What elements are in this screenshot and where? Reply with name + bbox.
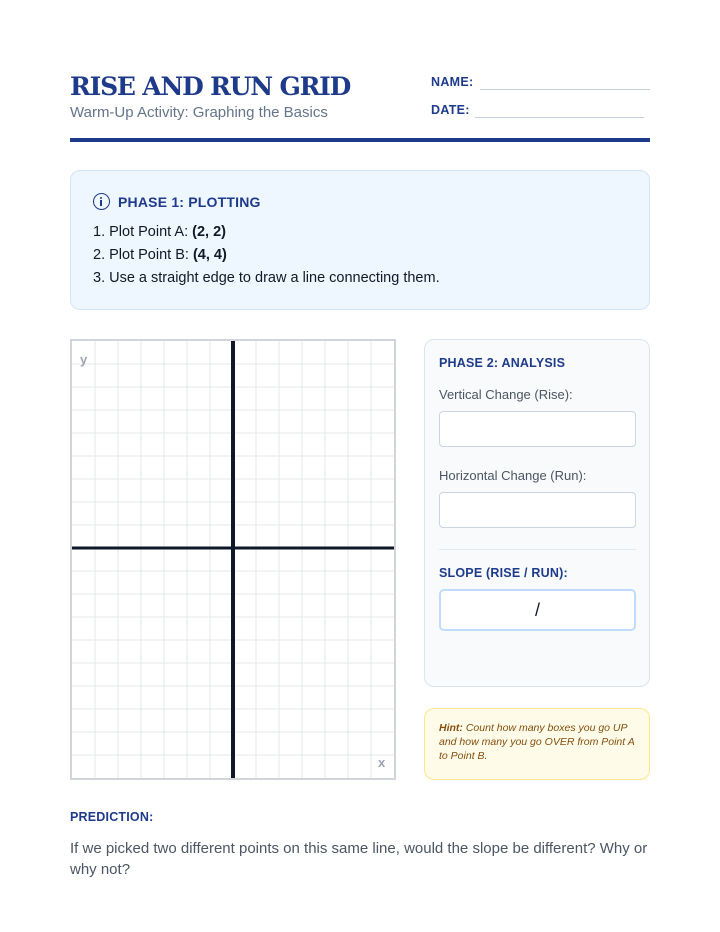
name-line[interactable] bbox=[480, 89, 650, 90]
hint-text: Count how many boxes you go UP and how many you go OVER from Point A to Point B. bbox=[439, 722, 635, 762]
point-a-coordinates: (2, 2) bbox=[192, 224, 226, 240]
hint-box bbox=[424, 708, 650, 780]
phase1-step bbox=[93, 269, 440, 287]
coordinate-grid[interactable] bbox=[70, 339, 396, 780]
header-divider bbox=[70, 138, 650, 142]
grid-canvas bbox=[72, 341, 394, 778]
y-axis-label: y bbox=[80, 352, 88, 367]
slope-slash: / bbox=[534, 600, 540, 620]
run-label: Horizontal Change (Run): bbox=[439, 468, 587, 483]
rise-label: Vertical Change (Rise): bbox=[439, 387, 573, 402]
step-text: 3. Use a straight edge to draw a line connecting them. bbox=[93, 270, 440, 286]
phase1-title: PHASE 1: PLOTTING bbox=[118, 193, 261, 210]
slope-input[interactable] bbox=[439, 589, 636, 631]
step-text: 2. Plot Point B: bbox=[93, 247, 193, 263]
prediction-question: If we picked two different points on this same line, would the slope be different? Why or why not? bbox=[70, 840, 648, 878]
date-line[interactable] bbox=[475, 117, 644, 118]
phase1-step bbox=[93, 223, 226, 241]
rise-input[interactable] bbox=[439, 411, 636, 447]
info-icon bbox=[93, 193, 110, 210]
phase2-title: PHASE 2: ANALYSIS bbox=[439, 356, 566, 370]
phase2-divider bbox=[439, 549, 636, 550]
date-label: DATE: bbox=[431, 103, 470, 117]
run-input[interactable] bbox=[439, 492, 636, 528]
phase1-header bbox=[93, 193, 261, 210]
point-b-coordinates: (4, 4) bbox=[192, 247, 227, 263]
slope-title: SLOPE (RISE / RUN): bbox=[439, 566, 568, 580]
prediction-title: PREDICTION: bbox=[70, 810, 154, 824]
phase1-step bbox=[93, 246, 227, 264]
x-axis-label: x bbox=[378, 755, 386, 770]
worksheet-title: RISE AND RUN GRID bbox=[70, 72, 351, 101]
phase2-panel bbox=[424, 339, 650, 687]
worksheet-subtitle: Warm-Up Activity: Graphing the Basics bbox=[70, 104, 328, 121]
step-text: 1. Plot Point A: bbox=[93, 224, 193, 240]
name-label: NAME: bbox=[431, 75, 474, 89]
hint-lead: Hint: bbox=[439, 722, 463, 734]
phase1-panel bbox=[70, 170, 650, 310]
